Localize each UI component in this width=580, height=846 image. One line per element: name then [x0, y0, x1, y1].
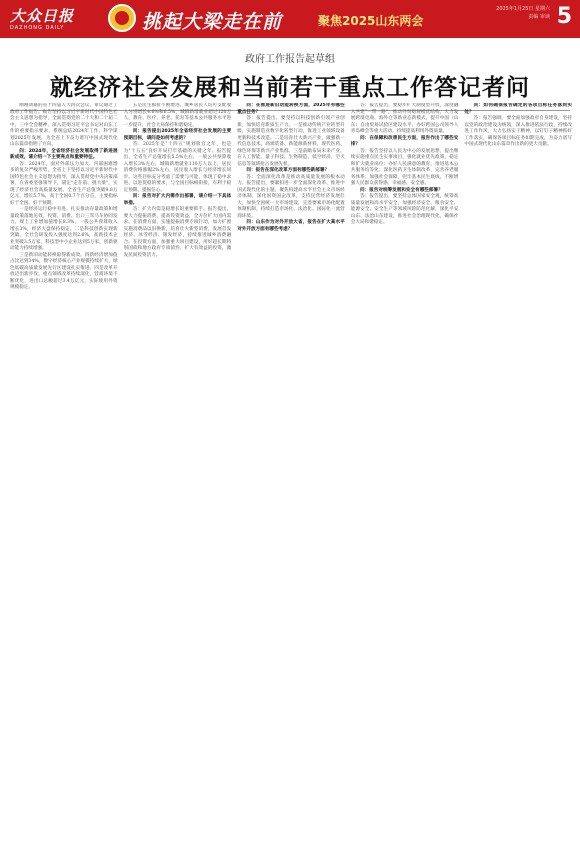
text-column-5 — [464, 103, 572, 838]
text-column-4 — [351, 103, 459, 838]
brand-logo — [10, 5, 74, 26]
body-paragraph: 答：扩大内需是稳增长的重要抓手。报告提出，要大力提振消费、提高投资效益，全方位扩大国内需求。在消费方面，实施提振消费专项行动，加力扩围实施消费品以旧换新，培育壮大新型消费，发展首发经济、冰雪经济、银发经济，持续推进城乡消费融合。在投资方面，加强重大项目建设，用好超长期特别国债和地方政府专项债券，扩大有效益的投资，激发民间投资活力。 — [123, 207, 232, 258]
question-paragraph: 问：2024年，全省经济社会发展取得了新进展新成效，请介绍一下主要亮点和重要特征。 — [10, 148, 118, 160]
question-paragraph: 问：山东作为对外开放大省，报告在扩大高水平对外开放方面有哪些考虑？ — [237, 220, 345, 232]
page-number: 5 — [556, 4, 572, 29]
body-paragraph: 答：2024年，面对外部压力加大、内部困难增多的复杂严峻形势，全省上下坚持以习近平新时代中国特色社会主义思想为指导，深入贯彻党中央决策部署，在省委坚强领导下，锚定"走在前、挑大梁"，实现了经济社会高质量发展。全省生产总值突破9.8万亿元，增长5.7%，高于全国0.7个百分点，主要指标好于全国、好于预期。 — [10, 161, 118, 206]
body-paragraph: 答：全面深化改革是推动高质量发展的根本动力。报告提出，要紧扣进一步全面深化改革、推进中国式现代化的主题，聚焦构建高水平社会主义市场经济体制，深化国资国企改革，支持民营经济发展壮大，加快全国统一大市场建设，完善要素市场化配置体制机制，持续打造市场化、法治化、国际化一流营商环境。 — [237, 174, 345, 219]
body-paragraph: 答：报告提出，要坚持以科技创新引领产业创新，加快培育新质生产力。一是推动传统产业转型升级，实施制造业数字化转型行动，推进工业领域设备更新和技术改造。二是培育壮大新兴产业，做强新一代信息技术、高端装备、新能源新材料、现代医药、绿色环保等新兴产业集群。三是前瞻布局未来产业，在人工智能、量子科技、生物制造、低空经济、空天信息等领域抢占发展先机。 — [237, 116, 345, 167]
article-kicker: 政府工作报告起草组 — [245, 54, 335, 65]
text-column-1 — [10, 103, 118, 838]
body-paragraph: 一是经济运行稳中有进。扎实推动存量政策和增量政策落地见效，投资、消费、出口三驾马车协同发力，规上工业增加值增长8.3%，一般公共预算收入增长3%，经济大盘保持稳定。二是科技创新实现新突破。全社会研发投入强度达到2.6%，高新技术企业突破3.5万家，科技型中小企业达到5万家，创新驱动能力持续增强。 — [10, 207, 118, 251]
body-paragraph: 五是民生福祉不断增进。城乡居民人均可支配收入分别增长4.6%和6.5%，城镇新增就业超过120万人，教育、医疗、养老、托育等基本公共服务水平进一步提升，社会大局保持和谐稳定。 — [123, 103, 232, 128]
body-paragraph: 刚刚闭幕的省十四届人大四次会议，审议通过了政府工作报告。报告坚持以习近平新时代中国特色社会主义思想为指导，全面贯彻党的二十大和二十届二中、三中全会精神，深入贯彻习近平总书记对山东工作的重要指示要求，系统总结2024年工作，科学谋划2025年发展，为全省上下奋力谱写中国式现代化山东篇章指明了方向。 — [10, 103, 118, 147]
body-paragraph: 答：报告坚持以人民为中心的发展思想，提出继续实施重点民生实事项目，强化就业优先政策，稳定和扩大就业岗位；办好人民满意的教育，推进基本公共服务均等化；深化医药卫生体制改革，完善养老服务体系；加强社会保障，兜牢基本民生底线，不断增强人民群众获得感、幸福感、安全感。 — [350, 148, 459, 186]
body-paragraph: 答：2025年是"十四五"规划收官之年，也是为"十五五"良好开局打牢基础的关键之年。报告提出，全省生产总值增长5.5%左右，一般公共预算收入增长3%左右，城镇新增就业110万人以上，居民消费价格涨幅2%左右，居民收入增长与经济增长同步。这些目标充分考虑了需要与可能，体现了稳中求进、以进促稳的要求，与全国目标相衔接，有利于稳定预期、提振信心。 — [123, 142, 232, 193]
date-text: 2025年1月25日 星期六 — [496, 6, 550, 12]
body-paragraph: 答：报告提出，要稳步扩大制度型开放，深度融入共建"一带一路"，推动外贸稳规模优结构，大力发展跨境电商、海外仓等新业态新模式，提升中国（山东）自由贸易试验区建设水平，办好跨国公司领导人青岛峰会等重大活动，持续提高利用外资质量。 — [350, 103, 459, 134]
question-paragraph: 问：报告对统筹发展和安全有哪些部署？ — [359, 187, 443, 193]
question-paragraph: 问：如何确保报告确定的各项目标任务落到实处？ — [464, 103, 572, 115]
question-paragraph: 问：在保障和改善民生方面，报告作出了哪些安排？ — [350, 135, 459, 147]
brand-name: 大众日报 — [10, 7, 75, 25]
text-column-3 — [237, 103, 345, 838]
emblem-icon — [108, 4, 136, 32]
article-title: 就经济社会发展和当前若干重点工作答记者问 — [50, 75, 530, 101]
section-headline: 挑起大梁走在前 — [142, 11, 283, 33]
text-column-2 — [124, 103, 232, 838]
body-paragraph: 三是新旧动能转换取得新成效。四新经济增加值占比达到34%，数字经济核心产业规模持续扩大，绿色低碳高质量发展先行区建设扎实推进。四是改革开放迈出新步伐。重点领域改革持续深化，营商环境不断优化，进出口总额超过3.4万亿元，实际使用外资规模稳定。 — [10, 252, 118, 290]
dateline — [496, 5, 550, 21]
body-paragraph: 答：报告强调，要全面加强政府自身建设，坚持以党的政治建设为统领，深入推进依法行政，持续改进工作作风，大力弘扬实干精神，以钉钉子精神抓好工作落实，确保各项目标任务如期完成，为奋力谱写中国式现代化山东篇章作出新的更大贡献。 — [464, 116, 572, 147]
question-paragraph: 问：报告对扩大内需作出部署，请介绍一下具体举措。 — [123, 194, 232, 206]
question-paragraph: 问：在推进新旧动能转换方面，2025年有哪些重点任务？ — [237, 103, 345, 115]
question-paragraph: 问：报告在深化改革方面有哪些新部署？ — [246, 168, 330, 173]
masthead — [0, 0, 580, 38]
question-paragraph: 问：报告提出2025年全省经济社会发展的主要预期目标，请问是如何考虑的？ — [123, 129, 232, 141]
section-subheadline: 聚焦2025山东两会 — [318, 14, 424, 28]
editor-text: 责编 审读 — [528, 14, 550, 20]
brand-subtitle: DAZHONG DAILY — [10, 25, 65, 31]
article-body — [10, 103, 572, 838]
body-paragraph: 答：报告提出，要坚持总体国家安全观，统筹高质量发展和高水平安全，加强经济安全、粮食安全、能源安全、安全生产等领域风险防范化解，深化平安山东、法治山东建设，推进社会治理现代化，确保社会大局和谐稳定。 — [350, 194, 459, 225]
